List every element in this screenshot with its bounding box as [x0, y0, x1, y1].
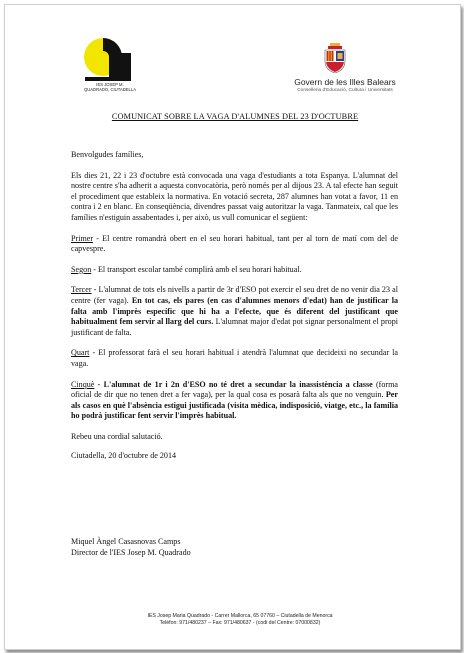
government-department: Conselleria d'Educació, Cultura i Universitats: [297, 88, 393, 93]
closing: Rebeu una cordial salutació.: [71, 431, 163, 441]
point-fifth-label: Cinquè: [71, 379, 95, 389]
point-second: [71, 265, 398, 276]
footer-contact: Telèfon: 971/480237 – Fax: 971/480637 - (codi del Centre: 07000832): [159, 620, 321, 626]
school-caption-line2: QUADRADO, CIUTADELLA: [83, 87, 137, 92]
point-first: [71, 234, 398, 255]
point-fourth-text: - El professorat farà el seu horari habitual i atendrà l'alumnat que decideixi no secundar la vaga.: [71, 348, 398, 368]
point-third-text-a: - L'alumnat de tots els nivells a partir de 3r d'ESO pot exercir el seu dret de no venir dia 23 al centre (fer vaga).: [71, 285, 398, 305]
point-fourth-label: Quart: [71, 348, 90, 358]
greeting: Benvolgudes famílies,: [71, 150, 144, 159]
point-fourth: [71, 348, 398, 369]
document-page: [4, 4, 461, 650]
document-title: COMUNICAT SOBRE LA VAGA D'ALUMNES DEL 23 D'OCTUBRE: [111, 112, 359, 121]
point-third-text-b: L'alumnat major d'edat pot signar personalment el propi justificant de falta.: [71, 317, 399, 337]
page-footer: [105, 613, 375, 627]
school-caption: [75, 82, 145, 92]
point-third: [71, 285, 398, 338]
intro-paragraph: Els dies 21, 22 i 23 d'octubre està convocada una vaga d'estudiants a tota Espanya. L'alumnat del nostre centre s'ha adherit a aquesta convocatòria, però només per al dijous 23. A tal efecte han seguit el procediment que estableix la normativa. En votació secreta, 287 alumnes han votat a favor, 11 en contra i 2 en blanc. En conseqüència, divendres passat vaig autoritzar la vaga. Tanmateix, cal que les famílies n'estiguin assabentades i, per això, us vull comunicar el següent:: [71, 170, 398, 222]
point-third-text-bold: En tot cas, els pares (en cas d'alumnes menors d'edat) han de justificar la falta amb l'imprès específic que hi ha a l'efecte, que és diferent del justificant que habitualment fem servir al llarg del curs.: [71, 295, 399, 327]
point-second-text: - El transport escolar també complirà amb el seu horari habitual.: [91, 264, 302, 274]
point-third-label: Tercer: [71, 285, 92, 295]
point-fifth-text-a: (forma oficial de dir que no tenen dret a fer vaga), per la qual cosa es posarà falta als que no venguin.: [71, 379, 398, 400]
point-fifth: [71, 380, 398, 422]
footer-address: IES Josep Maria Quadrado - Carrer Mallorca, 65 07760 – Ciutadella de Menorca: [147, 613, 333, 619]
government-crest-icon: [323, 43, 347, 73]
signature-name: Miquel Àngel Casasnovas Camps: [71, 537, 181, 546]
school-caption-line1: IES JOSEP M.: [96, 82, 124, 87]
place-date: Ciutadella, 20 d'octubre de 2014: [71, 451, 177, 461]
signature-role: Director de l'IES Josep M. Quadrado: [71, 548, 191, 557]
point-fifth-text-bold1: - L'alumnat de 1r i 2n d'ESO no té dret a secundar la inassistència a classe: [94, 379, 373, 389]
point-second-label: Segon: [71, 264, 92, 274]
point-fifth-text-bold2: Per als casos en què l'absència estigui justificada (visita mèdica, indisposició, viatge, etc., la família ho podrà justificar fent servir l'imprès habitual.: [71, 390, 398, 421]
government-name: Govern de les Illes Balears: [294, 77, 396, 87]
point-first-label: Primer: [71, 233, 94, 243]
point-first-text: - El centre romandrà obert en el seu horari habitual, tant per al torn de matí com del de capvespre.: [71, 233, 398, 254]
document-body: [71, 150, 398, 472]
signature-block: [71, 536, 391, 558]
